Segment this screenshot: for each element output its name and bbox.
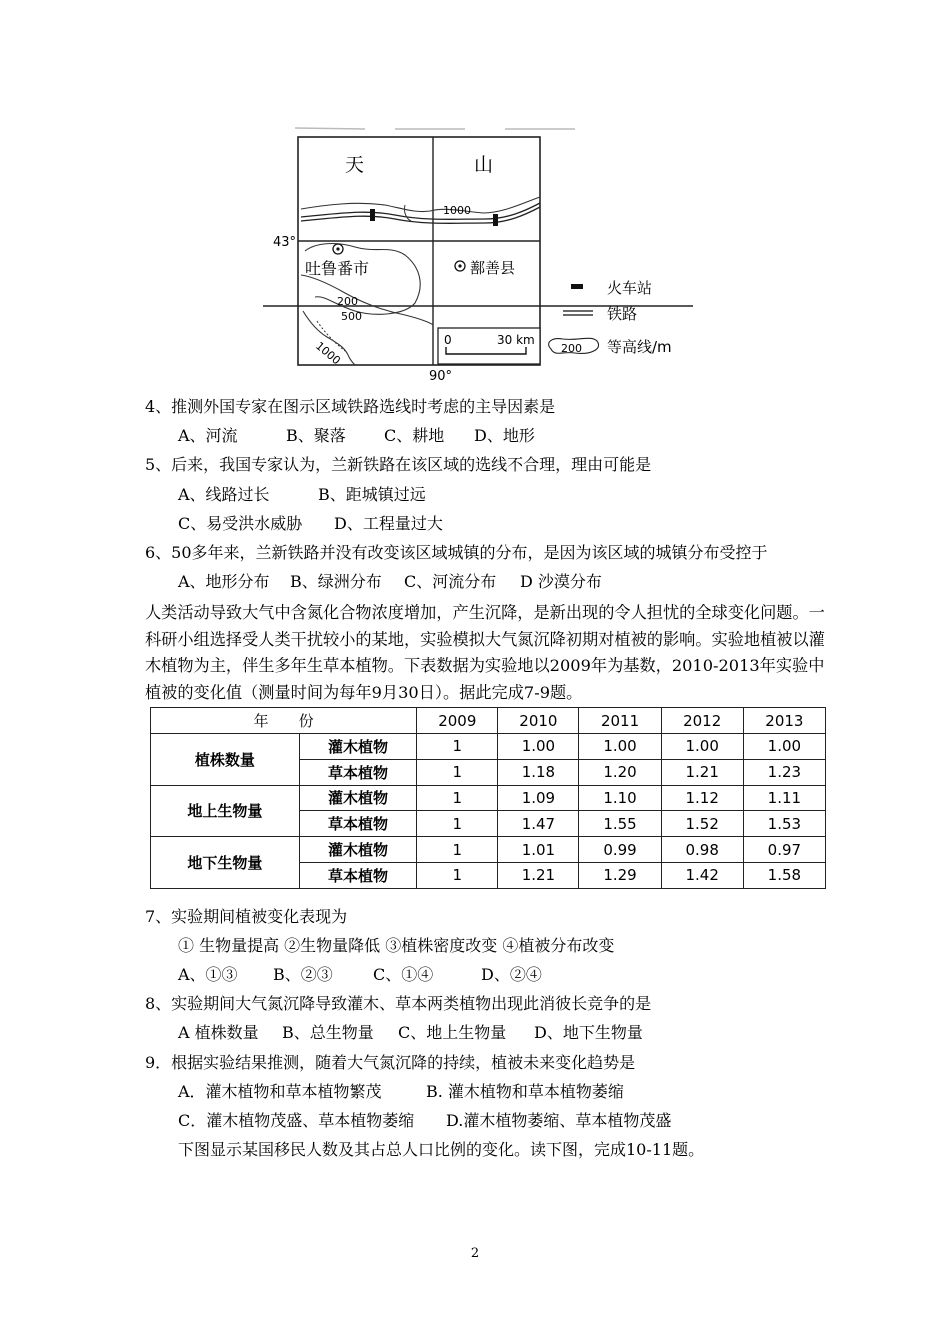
group-name: 地上生物量 xyxy=(151,785,300,837)
header-year: 2010 xyxy=(498,708,579,734)
value-cell: 1.23 xyxy=(743,759,825,785)
question-8: 8、实验期间大气氮沉降导致灌木、草本两类植物出现此消彼长竞争的是 xyxy=(145,994,652,1013)
question-5-options xyxy=(178,484,426,506)
value-cell: 1 xyxy=(417,734,498,760)
contour-500 xyxy=(301,275,433,325)
option-b: B、距城镇过远 xyxy=(318,485,426,504)
value-cell: 1 xyxy=(417,837,498,863)
plant-type: 草本植物 xyxy=(299,862,417,888)
option-d: D、②④ xyxy=(481,965,542,984)
value-cell: 1.09 xyxy=(498,785,579,811)
group-name: 地下生物量 xyxy=(151,837,300,889)
option-c: C、地上生物量 xyxy=(398,1023,507,1042)
train-station-symbol xyxy=(493,214,498,226)
value-cell: 1.10 xyxy=(579,785,661,811)
question-8-options xyxy=(178,1022,643,1044)
header-year: 2009 xyxy=(417,708,498,734)
train-station-symbol xyxy=(370,209,375,221)
question-7-items: ① 生物量提高 ②生物量降低 ③植株密度改变 ④植被分布改变 xyxy=(178,936,615,955)
question-4-options xyxy=(178,425,535,447)
question-9-options xyxy=(178,1081,624,1103)
option-a: A 植株数量 xyxy=(178,1023,259,1042)
value-cell: 1 xyxy=(417,811,498,837)
table-row xyxy=(151,785,826,811)
question-7: 7、实验期间植被变化表现为 xyxy=(145,907,348,926)
value-cell: 1.21 xyxy=(498,862,579,888)
value-cell: 1.00 xyxy=(661,734,743,760)
legend-station-label: 火车站 xyxy=(607,279,653,297)
question-9: 9．根据实验结果推测，随着大气氮沉降的持续，植被未来变化趋势是 xyxy=(145,1053,636,1072)
plant-type: 草本植物 xyxy=(299,811,417,837)
map-figure xyxy=(245,125,705,387)
value-cell: 1.55 xyxy=(579,811,661,837)
latitude-label: 43° xyxy=(273,235,297,250)
page-number: 2 xyxy=(470,1246,480,1261)
value-cell: 1.52 xyxy=(661,811,743,837)
plant-type: 灌木植物 xyxy=(299,734,417,760)
option-c: C、耕地 xyxy=(384,426,445,445)
header-year: 2011 xyxy=(579,708,661,734)
contour-label: 500 xyxy=(341,310,362,323)
passage-7-9: 人类活动导致大气中含氮化合物浓度增加，产生沉降，是新出现的令人担忧的全球变化问题。一科研小组选择受人类干扰较小的某地，实验模拟大气氮沉降初期对植被的影响。实验地植被以灌木植物为主，伴生多年生草本植物。下表数据为实验地以2009年为基数，2010-2013年实验中植被的变化值（测量时间为每年9月30日）。据此完成7-9题。 xyxy=(145,603,825,702)
question-5-options-2 xyxy=(178,513,443,535)
option-c: C、河流分布 xyxy=(404,572,497,591)
value-cell: 1.47 xyxy=(498,811,579,837)
value-cell: 1 xyxy=(417,862,498,888)
value-cell: 1.01 xyxy=(498,837,579,863)
group-name: 植株数量 xyxy=(151,734,300,786)
header-year: 2013 xyxy=(743,708,825,734)
option-b: B、绿洲分布 xyxy=(290,572,382,591)
contour-1000 xyxy=(301,197,540,213)
intro-10-11: 下图显示某国移民人数及其占总人口比例的变化。读下图，完成10-11题。 xyxy=(178,1140,705,1159)
value-cell: 1.00 xyxy=(743,734,825,760)
scale-zero: 0 xyxy=(444,333,452,347)
option-b: B、总生物量 xyxy=(282,1023,374,1042)
city-label: 吐鲁番市 xyxy=(305,259,370,278)
table-row xyxy=(151,734,826,760)
option-a: A．灌木植物和草本植物繁茂 xyxy=(178,1082,382,1101)
table-row xyxy=(151,837,826,863)
value-cell: 0.98 xyxy=(661,837,743,863)
value-cell: 1.21 xyxy=(661,759,743,785)
question-6: 6、50多年来，兰新铁路并没有改变该区域城镇的分布，是因为该区域的城镇分布受控于 xyxy=(145,543,768,562)
value-cell: 1.11 xyxy=(743,785,825,811)
value-cell: 1.12 xyxy=(661,785,743,811)
value-cell: 1.00 xyxy=(498,734,579,760)
option-b: B、②③ xyxy=(273,965,333,984)
question-6-options xyxy=(178,571,602,593)
table-header-row xyxy=(151,708,826,734)
value-cell: 1.20 xyxy=(579,759,661,785)
option-b: B、聚落 xyxy=(286,426,346,445)
option-a: A、线路过长 xyxy=(178,485,270,504)
label-tianshan-1: 天 xyxy=(345,154,365,176)
legend-contour-sample: 200 xyxy=(561,342,582,355)
value-cell: 1.29 xyxy=(579,862,661,888)
county-label: 鄯善县 xyxy=(470,259,516,277)
question-5: 5、后来，我国专家认为，兰新铁路在该区域的选线不合理，理由可能是 xyxy=(145,455,652,474)
plant-type: 灌木植物 xyxy=(299,785,417,811)
contour-label: 1000 xyxy=(313,339,343,368)
legend-station-symbol xyxy=(571,284,583,289)
option-a: A、地形分布 xyxy=(178,572,270,591)
option-d: D、工程量过大 xyxy=(334,514,443,533)
value-cell: 1.18 xyxy=(498,759,579,785)
question-4: 4、推测外国专家在图示区域铁路选线时考虑的主导因素是 xyxy=(145,397,556,416)
longitude-label: 90° xyxy=(429,369,453,384)
value-cell: 0.99 xyxy=(579,837,661,863)
option-d: D、地下生物量 xyxy=(534,1023,643,1042)
value-cell: 1.58 xyxy=(743,862,825,888)
option-c: C、①④ xyxy=(373,965,434,984)
plant-type: 草本植物 xyxy=(299,759,417,785)
contour-200 xyxy=(305,244,420,315)
question-9-options-2 xyxy=(178,1110,671,1132)
header-year: 2012 xyxy=(661,708,743,734)
label-tianshan-2: 山 xyxy=(474,154,494,176)
option-a: A、①③ xyxy=(178,965,238,984)
contour-label: 1000 xyxy=(443,204,471,217)
option-d: D 沙漠分布 xyxy=(520,572,602,591)
header-year-label: 年 份 xyxy=(151,708,417,734)
vegetation-change-table xyxy=(150,707,826,889)
value-cell: 1.42 xyxy=(661,862,743,888)
question-7-options xyxy=(178,964,542,986)
option-c: C、易受洪水威胁 xyxy=(178,514,303,533)
value-cell: 1.53 xyxy=(743,811,825,837)
option-d: D、地形 xyxy=(474,426,535,445)
plant-type: 灌木植物 xyxy=(299,837,417,863)
value-cell: 1 xyxy=(417,759,498,785)
value-cell: 0.97 xyxy=(743,837,825,863)
legend-contour-label: 等高线/m xyxy=(607,338,672,356)
option-a: A、河流 xyxy=(178,426,238,445)
value-cell: 1.00 xyxy=(579,734,661,760)
option-d: D.灌木植物萎缩、草本植物茂盛 xyxy=(446,1111,672,1130)
contour-label: 200 xyxy=(337,295,358,308)
legend-railway-label: 铁路 xyxy=(607,305,638,323)
scale-label: 30 km xyxy=(497,333,535,347)
value-cell: 1 xyxy=(417,785,498,811)
option-b: B. 灌木植物和草本植物萎缩 xyxy=(426,1082,624,1101)
option-c: C．灌木植物茂盛、草本植物萎缩 xyxy=(178,1111,415,1130)
